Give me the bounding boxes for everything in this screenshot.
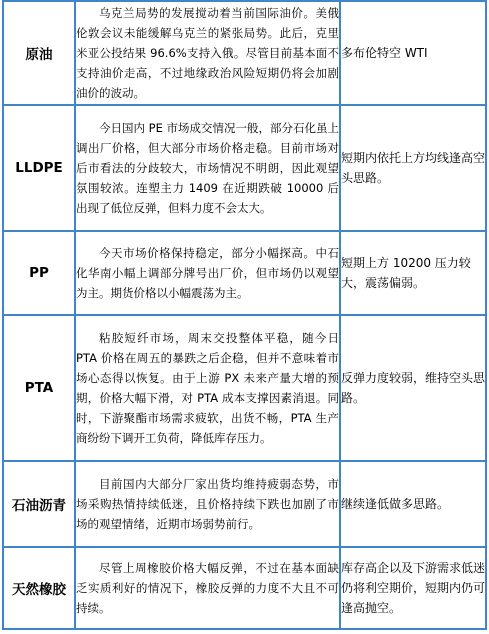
market-commentary bbox=[75, 105, 340, 231]
trading-view: 多布伦特空 WTI bbox=[340, 1, 486, 105]
commodity-name: 石油沥青 bbox=[3, 461, 75, 547]
commodity-name: LLDPE bbox=[3, 105, 75, 231]
trading-view: 继续逢低做多思路。 bbox=[340, 461, 486, 547]
commodity-analysis-table bbox=[2, 0, 487, 630]
market-commentary-text: 今天市场价格保持稳定，部分小幅探高。中石化华南小幅上调部分牌号出厂价，但市场仍以观望为主。期货价格以小幅震荡为主。 bbox=[76, 246, 339, 300]
table-row bbox=[3, 1, 486, 105]
commodity-name: PTA bbox=[3, 315, 75, 461]
trading-view: 短期内依托上方均线逢高空头思路。 bbox=[340, 105, 486, 231]
market-commentary bbox=[75, 461, 340, 547]
market-commentary-text: 今日国内 PE 市场成交情况一般，部分石化虽上调出厂价格，但大部分市场价格走稳。目前市场对后市看法的分歧较大，市场情况不明朗，因此观望氛围较浓。连塑主力 1409 在近期跌破 10000 后出现了低位反弹，但料力度不会太大。 bbox=[76, 121, 340, 215]
market-commentary-text: 乌克兰局势的发展搅动着当前国际油价。美俄伦敦会议未能缓解乌克兰的紧张局势。此后，克里米亚公投结果 96.6%支持入俄。尽管目前基本面不支持油价走高，不过地缘政治风险短期仍将会加剧油价的波动。 bbox=[76, 6, 339, 100]
table-row bbox=[3, 105, 486, 231]
trading-view: 反弹力度较弱，维持空头思路。 bbox=[340, 315, 486, 461]
market-commentary bbox=[75, 231, 340, 315]
table-row bbox=[3, 315, 486, 461]
market-commentary-text: 目前国内大部分厂家出货均维持疲弱态势，市场采购热情持续低迷，且价格持续下跌也加剧了市场的观望情绪，近期市场弱势前行。 bbox=[76, 477, 339, 531]
trading-view: 短期上方 10200 压力较大，震荡偏弱。 bbox=[340, 231, 486, 315]
market-commentary bbox=[75, 315, 340, 461]
trading-view: 库存高企以及下游需求低迷仍将利空期价，短期内仍可逢高抛空。 bbox=[340, 547, 486, 629]
commodity-name: PP bbox=[3, 231, 75, 315]
table-row bbox=[3, 231, 486, 315]
market-commentary-text: 尽管上周橡胶价格大幅反弹，不过在基本面缺乏实质利好的情况下，橡胶反弹的力度不大且不可持续。 bbox=[76, 561, 339, 615]
market-commentary bbox=[75, 547, 340, 629]
table-row bbox=[3, 461, 486, 547]
market-commentary bbox=[75, 1, 340, 105]
commodity-name: 原油 bbox=[3, 1, 75, 105]
table-row bbox=[3, 547, 486, 629]
market-commentary-text: 粘胶短纤市场，周末交投整体平稳，随今日 PTA 价格在周五的暴跌之后企稳，但并不意味着市场心态得以恢复。由于上游 PX 未来产量大增的预期，价格大幅下滑，对 PTA 成本支撑因素消退。同时，下游聚酯市场需求疲软，出货不畅，PTA 生产商纷纷下调开工负荷，降低库存压力。 bbox=[76, 331, 339, 445]
commodity-name: 天然橡胶 bbox=[3, 547, 75, 629]
